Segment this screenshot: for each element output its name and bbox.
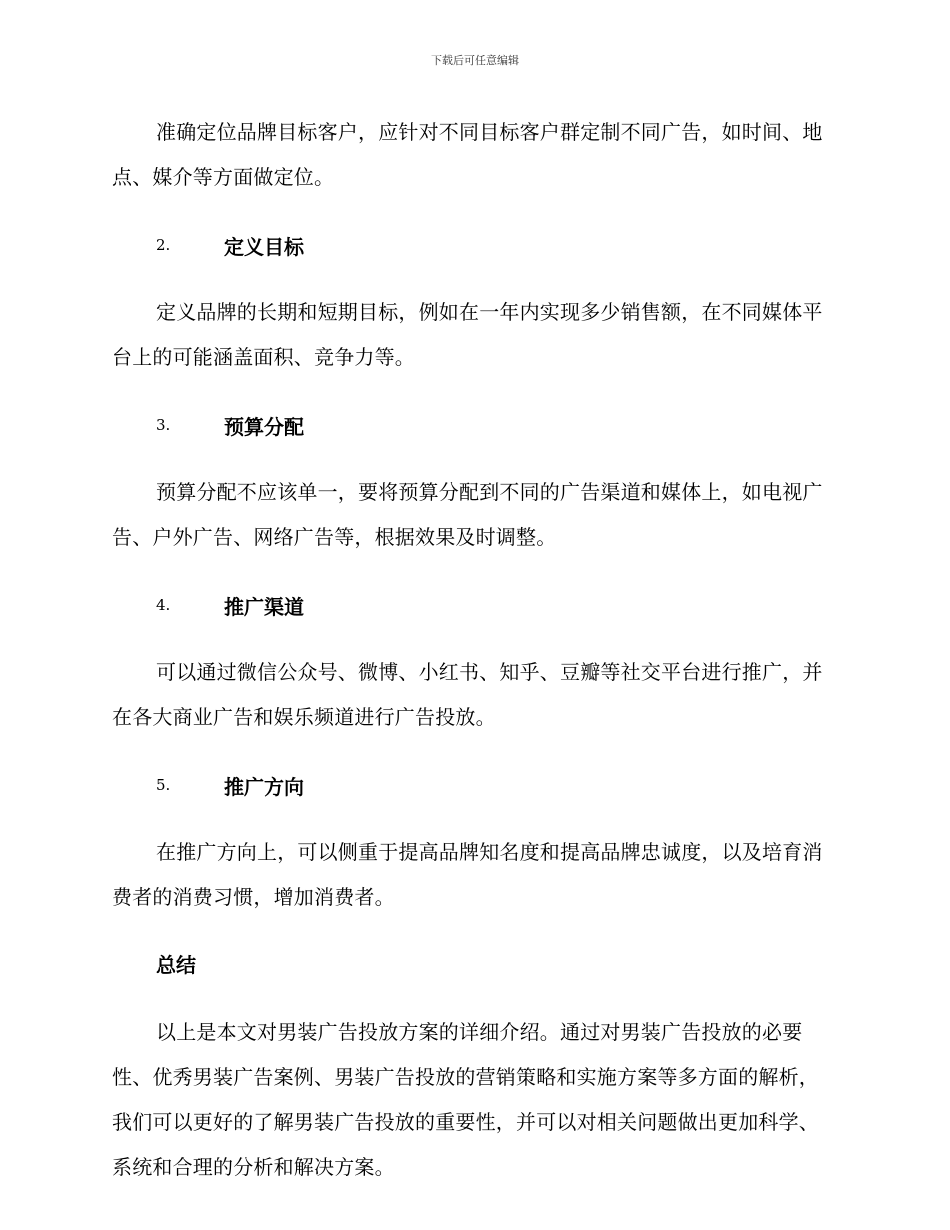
paragraph-channels: 可以通过微信公众号、微博、小红书、知乎、豆瓣等社交平台进行推广，并在各大商业广告和娱乐频道进行广告投放。: [112, 660, 823, 729]
section-title: 推广渠道: [224, 594, 304, 619]
page-header: 下载后可任意编辑: [431, 54, 519, 67]
paragraph-target-customers: 准确定位品牌目标客户，应针对不同目标客户群定制不同广告，如时间、地点、媒介等方面做定位。: [112, 120, 823, 189]
section-number: 3.: [156, 416, 171, 434]
summary-heading: 总结: [156, 953, 196, 977]
section-heading-define-goals: [112, 225, 832, 265]
paragraph-direction: 在推广方向上，可以侧重于提高品牌知名度和提高品牌忠诚度，以及培育消费者的消费习惯，增加消费者。: [112, 840, 823, 909]
paragraph-define-goals: 定义品牌的长期和短期目标，例如在一年内实现多少销售额，在不同媒体平台上的可能涵盖面积、竞争力等。: [112, 300, 823, 369]
section-heading-channels: [112, 585, 832, 625]
paragraph-summary: 以上是本文对男装广告投放方案的详细介绍。通过对男装广告投放的必要性、优秀男装广告案例、男装广告投放的营销策略和实施方案等多方面的解析，我们可以更好的了解男装广告投放的重要性，并可以对相关问题做出更加科学、系统和合理的分析和解决方案。: [112, 1020, 819, 1179]
section-number: 4.: [156, 596, 171, 614]
section-number: 5.: [156, 776, 171, 794]
section-number: 2.: [156, 236, 171, 254]
document-body: [112, 110, 832, 1215]
section-heading-direction: [112, 765, 832, 805]
section-title: 预算分配: [224, 414, 304, 439]
section-heading-budget: [112, 405, 832, 445]
section-title: 推广方向: [224, 774, 304, 799]
paragraph-budget: 预算分配不应该单一，要将预算分配到不同的广告渠道和媒体上，如电视广告、户外广告、网络广告等，根据效果及时调整。: [112, 480, 823, 549]
section-title: 定义目标: [224, 234, 304, 259]
